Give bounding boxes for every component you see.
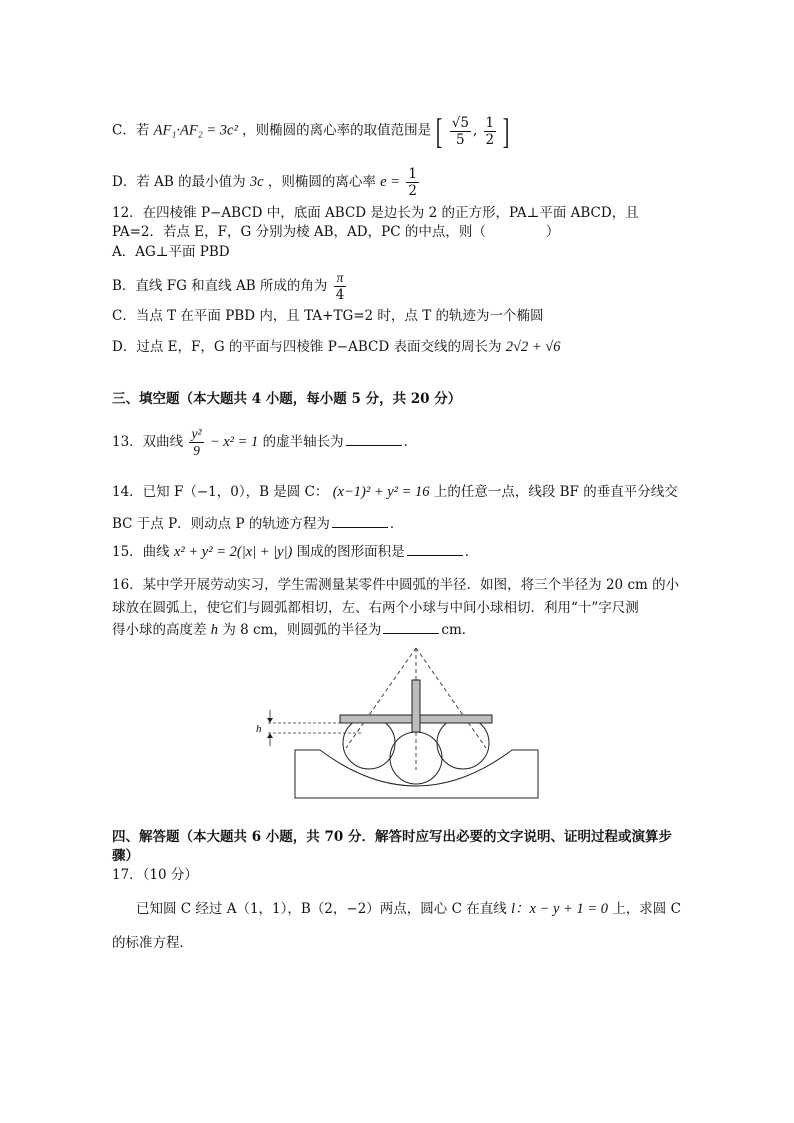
q12-option-a: A．AG⊥平面 PBD xyxy=(112,244,230,260)
q17-line1-a: 已知圆 C 经过 A（1，1），B（2，−2）两点，圆心 C 在直线 xyxy=(136,901,507,917)
container-outline xyxy=(295,750,538,798)
arrow-down-icon xyxy=(267,718,273,723)
q14-line1 xyxy=(112,482,678,502)
q16-line3 xyxy=(112,620,475,640)
q17-var-l: l xyxy=(511,901,516,917)
q12-stem-line1: 12．在四棱锥 P−ABCD 中，底面 ABCD 是边长为 2 的正方形，PA⊥平面 ABCD，且 xyxy=(112,205,639,221)
q12b-text: B．直线 FG 和直线 AB 所成的角为 xyxy=(112,278,328,294)
arrow-up-icon xyxy=(267,733,273,738)
answer-blank[interactable] xyxy=(383,621,439,634)
frac-num: π xyxy=(334,270,347,287)
frac-den: 2 xyxy=(408,183,417,199)
q14-line1-a: 14．已知 F（−1，0），B 是圆 C： xyxy=(112,484,329,500)
q14-line2 xyxy=(112,514,403,534)
frac-num: 1 xyxy=(408,166,417,182)
q16-var-h: h xyxy=(210,622,219,638)
left-bracket-icon: [ xyxy=(436,111,443,151)
q16-line3-end: cm． xyxy=(441,622,476,638)
q13-end: ． xyxy=(403,434,418,450)
q12-stem-2a: PA=2．若点 E，F，G 分别为棱 AB，AD，PC 的中点，则（ xyxy=(112,224,486,240)
frac-num: 1 xyxy=(485,114,495,131)
q16-line3-b: 为 8 cm，则圆弧的半径为 xyxy=(222,622,382,638)
q17-line2: 的标准方程． xyxy=(112,935,193,951)
q12-option-b xyxy=(112,270,348,303)
q11d-fraction xyxy=(406,166,419,199)
q12-stem-line2 xyxy=(112,222,559,242)
q16-line2: 球放在圆弧上，使它们与圆弧都相切，左、右两个小球与中间小球相切．利用“十”字尺测 xyxy=(112,600,639,616)
q11c-fraction-a xyxy=(450,115,471,148)
q11d-prefix: D．若 AB 的最小值为 xyxy=(112,174,246,190)
vertical-ruler xyxy=(412,680,420,732)
q11-option-d xyxy=(112,166,421,199)
left-ball xyxy=(343,717,395,769)
q17-line1-b: 上，求圆 C xyxy=(612,901,681,917)
section4-title-line2: 骤） xyxy=(112,848,139,864)
q11d-mid: ，则椭圆的离心率 xyxy=(267,174,376,190)
q11c-mid: ，则椭圆的离心率的取值范围是 xyxy=(242,122,432,139)
q14-end: ． xyxy=(389,516,404,532)
frac-num: √5 xyxy=(451,114,469,131)
q12-option-d xyxy=(112,337,560,357)
q13-suffix: 的虚半轴长为 xyxy=(262,434,344,450)
q13-eq-rest: − x² = 1 xyxy=(209,434,259,450)
q17-header: 17．（10 分） xyxy=(112,867,198,883)
q17-line-eq: ：x − y + 1 = 0 xyxy=(515,901,609,917)
q14-equation: (x−1)² + y² = 16 xyxy=(332,484,430,500)
q11d-value: 3c xyxy=(249,174,264,190)
q11c-prefix: C．若 xyxy=(112,122,150,139)
frac-den: 2 xyxy=(485,131,495,148)
q11c-condition: AF₁·AF₂ = 3c² xyxy=(153,122,238,139)
q15-prefix: 15．曲线 xyxy=(112,544,170,560)
q16-line3-a: 得小球的高度差 xyxy=(112,622,207,638)
frac-num: y² xyxy=(191,426,202,441)
q15-end: ． xyxy=(464,544,479,560)
q16-line1: 16．某中学开展劳动实习，学生需测量某零件中圆弧的半径．如图，将三个半径为 20 cm 的小 xyxy=(112,577,680,593)
q11-option-c: C．若 AF₁·AF₂ = 3c² ，则椭圆的离心率的取值范围是 [ $\frac{√5}{5}$ , $\frac{1}{2}$ ] xyxy=(112,111,510,151)
q11c-fraction-b xyxy=(484,115,497,148)
q12d-text: D．过点 E，F，G 的平面与四棱锥 P−ABCD 表面交线的周长为 xyxy=(112,339,502,355)
q15 xyxy=(112,542,478,562)
q12-option-c: C．当点 T 在平面 PBD 内，且 TA+TG=2 时，点 T 的轨迹为一个椭圆 xyxy=(112,308,544,324)
section3-title: 三、填空题（本大题共 4 小题，每小题 5 分，共 20 分） xyxy=(112,391,462,407)
frac-den: 5 xyxy=(456,131,465,148)
figure-label-h: h xyxy=(256,723,262,735)
q11d-var: e = xyxy=(380,174,401,190)
section4-title-line1: 四、解答题（本大题共 6 小题，共 70 分．解答时应写出必要的文字说明、证明过程或演算步 xyxy=(112,829,672,845)
q12-stem-2b: ） xyxy=(545,224,560,240)
answer-blank[interactable] xyxy=(332,515,388,528)
answer-blank[interactable] xyxy=(407,543,463,556)
q14-line1-b: 上的任意一点，线段 BF 的垂直平分线交 xyxy=(433,484,678,500)
right-ball xyxy=(437,717,489,769)
q13-prefix: 13．双曲线 xyxy=(112,434,184,450)
answer-blank[interactable] xyxy=(346,433,402,446)
q16-figure xyxy=(250,640,550,805)
q15-equation: x² + y² = 2(|x| + |y|) xyxy=(173,544,293,560)
frac-den: 4 xyxy=(335,287,345,303)
q15-suffix: 围成的图形面积是 xyxy=(296,544,405,560)
q17-line1 xyxy=(136,899,681,919)
right-bracket-icon: ] xyxy=(503,111,510,151)
q13-fraction xyxy=(189,426,203,459)
q14-line2-text: BC 于点 P．则动点 P 的轨迹方程为 xyxy=(112,516,330,532)
frac-den: 9 xyxy=(193,443,200,458)
q12d-value: 2√2 + √6 xyxy=(505,339,561,355)
q13 xyxy=(112,426,417,459)
q12b-fraction xyxy=(334,270,347,303)
